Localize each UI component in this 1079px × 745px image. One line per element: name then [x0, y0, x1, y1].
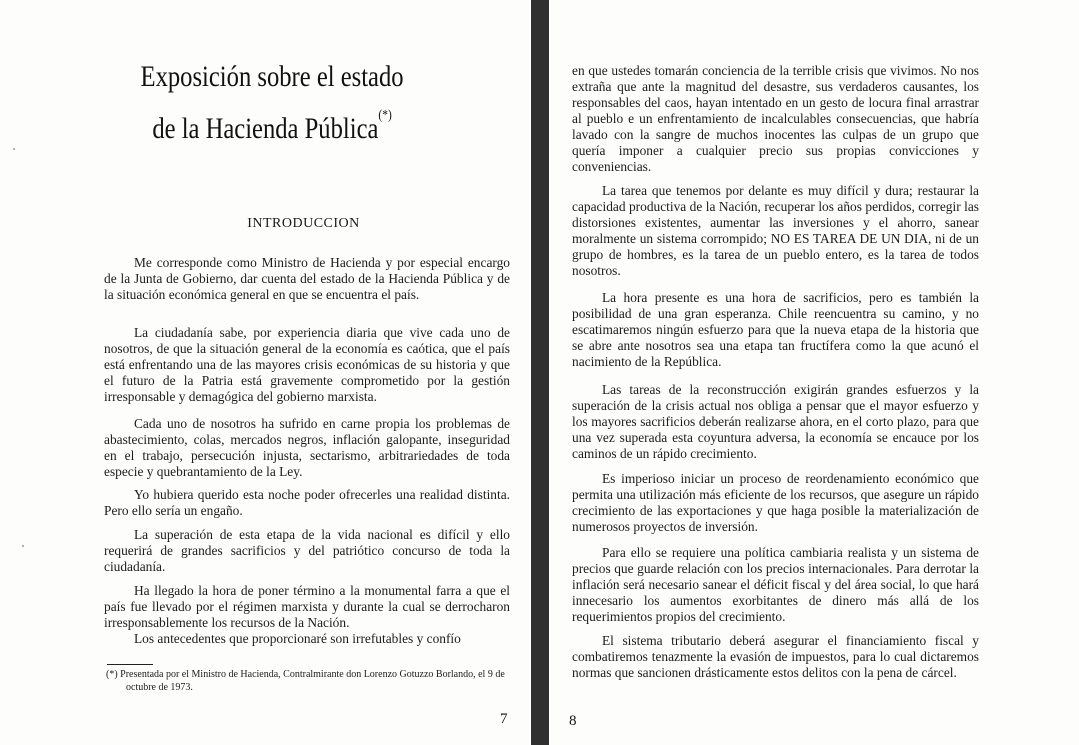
scan-speck: [13, 148, 15, 150]
book-gutter: [531, 0, 549, 745]
right-paragraph-1: en que ustedes tomarán conciencia de la terrible crisis que vivimos. No nos extraña que ante la magnitud del desastre, sus verdaderos causantes, los responsables del caos, hayan intentado en un gesto de locura final arrastrar al pueblo e un enfrentamiento de incalculables consecuencias, que habría lavado con la sangre de muchos inocentes las culpas de un grupo que quería imponer a cualquier precio sus propias convicciones y conveniencias.: [572, 63, 979, 174]
right-paragraph-4: Las tareas de la reconstrucción exigirán grandes esfuerzos y la superación de la crisis actual nos obliga a pensar que el mayor esfuerzo y los mayores sacrificios deberán realizarse ahora, en el corto plazo, para que una vez superada esta coyuntura adversa, la economía se encauce por los caminos de un rápido crecimiento.: [572, 382, 979, 461]
title-footnote-mark: (*): [378, 108, 392, 123]
scan-speck: [22, 545, 24, 547]
right-paragraph-3: La hora presente es una hora de sacrificios, pero es también la posibilidad de una gran esperanza. Chile reencuentra su camino, y no escatimaremos ningún esfuerzo para que la nueva etapa de la historia que se abre ante nosotros sea una etapa tan fructífera como la que acunó el nacimiento de la República.: [572, 290, 979, 369]
page-number-left: 7: [500, 711, 508, 727]
left-paragraph-3: Cada uno de nosotros ha sufrido en carne propia los problemas de abastecimiento, colas, mercados negros, inflación galopante, inseguridad en el trabajo, persecución injusta, sectarismo, arbitrariedades de toda especie y quebrantamiento de la Ley.: [104, 416, 510, 479]
footnote: (*) Presentada por el Ministro de Hacienda, Contralmirante don Lorenzo Gotuzzo Borlando, el 9 de octubre de 1973.: [106, 669, 505, 693]
left-paragraph-5: La superación de esta etapa de la vida nacional es difícil y ello requerirá de grandes sacrificios y del patriótico concurso de toda la ciudadanía.: [104, 527, 510, 574]
footnote-divider: [107, 664, 153, 665]
left-paragraph-1: Me corresponde como Ministro de Hacienda y por especial encargo de la Junta de Gobierno, dar cuenta del estado de la Hacienda Pública y de la situación económica general en que se encuentra el país.: [104, 255, 510, 302]
right-paragraph-5: Es imperioso iniciar un proceso de reordenamiento económico que permita una utilización más eficiente de los recursos, que asegure un rápido crecimiento de las exportaciones y que haga posible la materialización de numerosos proyectos de inversión.: [572, 471, 979, 534]
title-line-1: Exposición sobre el estado: [140, 60, 404, 93]
left-paragraph-4: Yo hubiera querido esta noche poder ofrecerles una realidad distinta. Pero ello sería un engaño.: [104, 487, 510, 518]
left-page: [0, 0, 531, 745]
right-paragraph-7: El sistema tributario deberá asegurar el financiamiento fiscal y combatiremos tenazmente la evasión de impuestos, para lo cual dictaremos normas que sancionen drásticamente estos delitos con la pena de cárcel.: [572, 633, 979, 680]
right-paragraph-6: Para ello se requiere una política cambiaria realista y un sistema de precios que guarde relación con los precios internacionales. Para derrotar la inflación será necesario sanear el déficit fiscal y del área social, lo que hará innecesario los aumentos exorbitantes de dinero más allá de los requerimientos propios del crecimiento.: [572, 545, 979, 624]
page-number-right: 8: [569, 713, 577, 729]
title-line-2: [54, 108, 489, 146]
left-paragraph-6: Ha llegado la hora de poner término a la monumental farra a que el país fue llevado por el régimen marxista y durante la cual se derrocharon irresponsablemente los recursos de la Nación.: [104, 583, 510, 630]
right-paragraph-2: La tarea que tenemos por delante es muy difícil y dura; restaurar la capacidad productiva de la Nación, recuperar los años perdidos, corregir las distorsiones existentes, aumentar las inversiones y el ahorro, sanear moralmente un sistema corrompido; NO ES TAREA DE UN DIA, ni de un grupo de hombres, es la tarea de un pueblo entero, es la tarea de todos nosotros.: [572, 183, 979, 278]
left-paragraph-7: Los antecedentes que proporcionaré son irrefutables y confío: [134, 631, 461, 646]
right-page: [549, 0, 1079, 745]
left-paragraph-2: La ciudadanía sabe, por experiencia diaria que vive cada uno de nosotros, de que la situación general de la economía es caótica, que el país está enfrentando una de las mayores crisis económicas de su historia y que el futuro de la Patria está gravemente comprometido por la gestión irresponsable y demagógica del gobierno marxista.: [104, 325, 510, 404]
section-heading: INTRODUCCION: [247, 216, 360, 231]
title-line-2-text: de la Hacienda Pública: [152, 112, 379, 145]
